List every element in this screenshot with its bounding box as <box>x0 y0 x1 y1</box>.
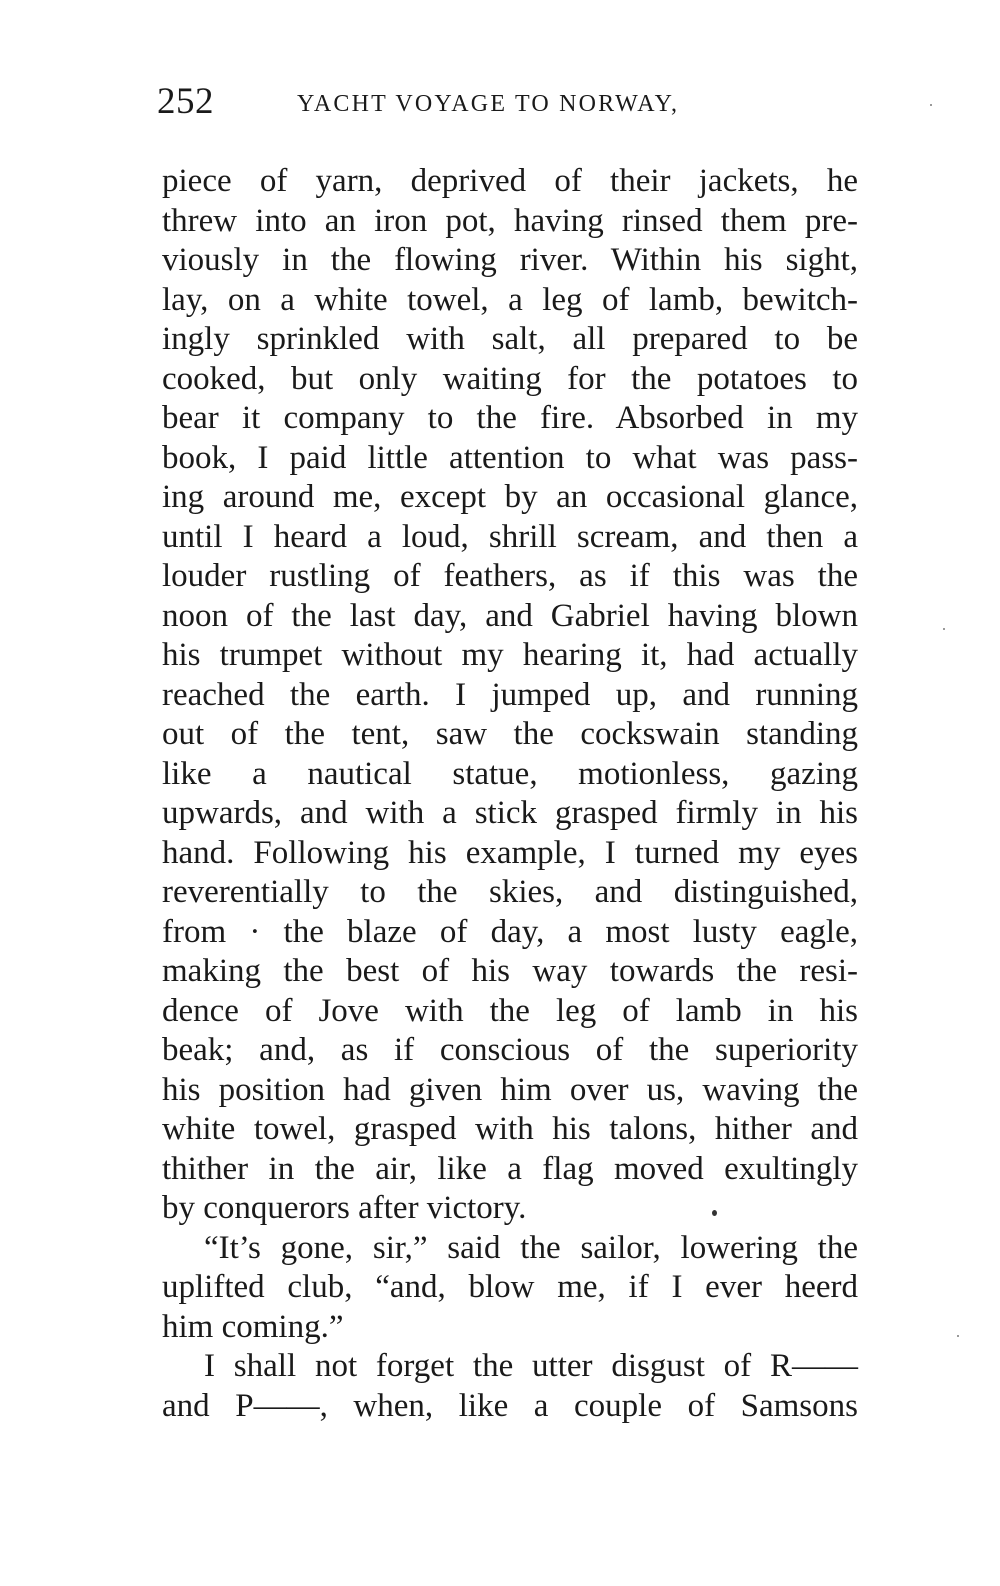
text-line: “It’s gone, sir,” said the sailor, lowering the <box>204 1229 858 1266</box>
text-line: and P——, when, like a couple of Samsons <box>162 1387 858 1424</box>
running-head <box>157 80 857 130</box>
text-line: out of the tent, saw the cockswain standing <box>162 716 858 752</box>
ink-speck <box>930 104 932 106</box>
text-line: uplifted club, “and, blow me, if I ever heerd <box>162 1269 858 1305</box>
text-line: making the best of his way towards the resi- <box>162 953 858 989</box>
page-number: 252 <box>157 81 214 122</box>
text-line: ingly sprinkled with salt, all prepared to be <box>162 321 858 357</box>
text-line: him coming.” <box>162 1308 344 1345</box>
text-line: thither in the air, like a flag moved exultingly <box>162 1150 858 1187</box>
text-line: until I heard a loud, shrill scream, and then a <box>162 518 858 555</box>
text-line: louder rustling of feathers, as if this was the <box>162 558 858 594</box>
text-line: his trumpet without my hearing it, had actually <box>162 637 858 673</box>
running-title: YACHT VOYAGE TO NORWAY, <box>297 91 680 117</box>
text-line: from · the blaze of day, a most lusty eagle, <box>162 913 858 950</box>
text-line: cooked, but only waiting for the potatoes to <box>162 360 858 397</box>
text-line: reverentially to the skies, and distinguished, <box>162 874 858 910</box>
text-line: hand. Following his example, I turned my eyes <box>162 834 858 871</box>
text-line: like a nautical statue, motionless, gazing <box>162 755 858 792</box>
text-line: ing around me, except by an occasional glance, <box>162 479 858 515</box>
ink-speck <box>957 1335 959 1337</box>
ink-speck <box>712 1210 717 1216</box>
text-line: noon of the last day, and Gabriel having blown <box>162 597 858 634</box>
text-line: piece of yarn, deprived of their jackets, he <box>162 163 858 199</box>
text-line: viously in the flowing river. Within his sight, <box>162 242 858 278</box>
text-line: beak; and, as if conscious of the superiority <box>162 1032 858 1068</box>
text-line: bear it company to the fire. Absorbed in my <box>162 400 858 436</box>
text-line: threw into an iron pot, having rinsed them pre- <box>162 202 858 239</box>
ink-speck <box>943 628 945 630</box>
body-text <box>162 162 858 1426</box>
text-line: his position had given him over us, waving the <box>162 1071 858 1108</box>
text-line: reached the earth. I jumped up, and running <box>162 676 858 713</box>
text-line: by conquerors after victory. <box>162 1190 527 1226</box>
text-line: lay, on a white towel, a leg of lamb, bewitch- <box>162 281 858 318</box>
text-line: white towel, grasped with his talons, hither and <box>162 1111 858 1147</box>
text-line: dence of Jove with the leg of lamb in his <box>162 992 858 1029</box>
text-line: I shall not forget the utter disgust of R—— <box>204 1348 858 1384</box>
text-line: book, I paid little attention to what was pass- <box>162 439 858 476</box>
text-line: upwards, and with a stick grasped firmly in his <box>162 795 858 831</box>
